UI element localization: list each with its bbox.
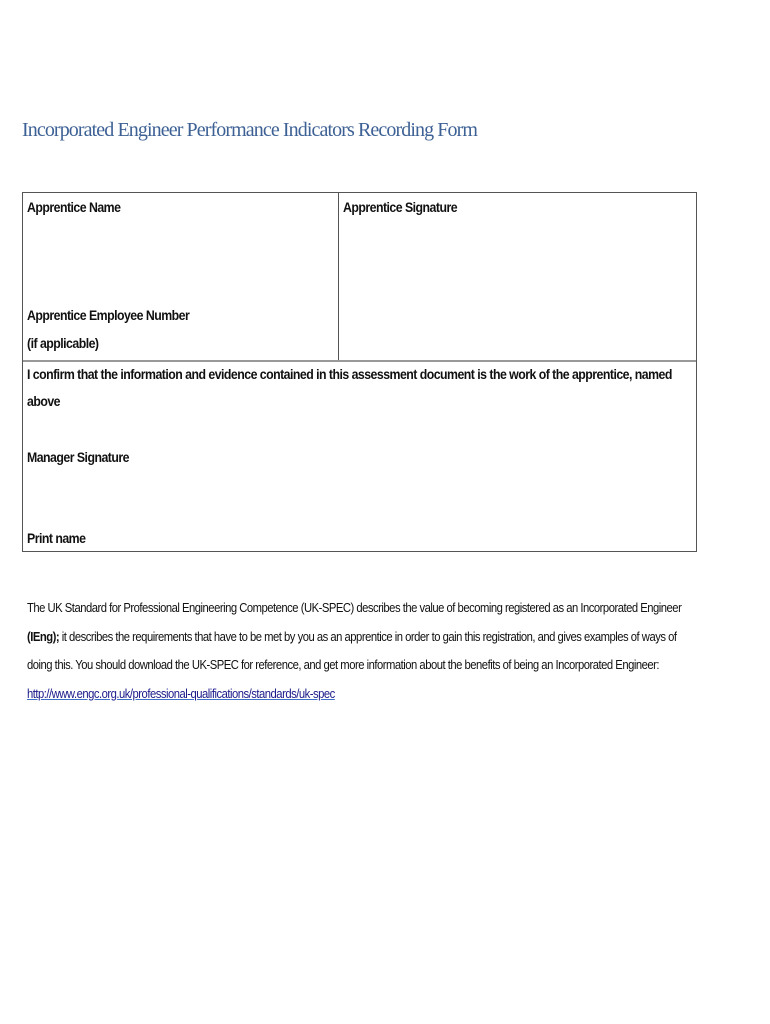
uk-spec-info [27, 594, 727, 708]
column-divider [338, 193, 339, 360]
info-line-1: The UK Standard for Professional Engineering Competence (UK-SPEC) describes the value of becoming registered as an Incorporated Engineer [27, 601, 682, 615]
apprentice-row [23, 193, 696, 362]
confirmation-statement-cont: above [27, 393, 60, 409]
info-line-3: doing this. You should download the UK-SPEC for reference, and get more information about the benefits of being an Incorporated Engineer: [27, 658, 660, 672]
confirmation-statement: I confirm that the information and evidence contained in this assessment document is the work of the apprentice, named [27, 366, 672, 382]
info-line-2-text: it describes the requirements that have to be met by you as an apprentice in order to gain this registration, and gives examples of ways of [59, 629, 677, 644]
employee-number-label: Apprentice Employee Number [27, 307, 190, 323]
print-name-label: Print name [27, 530, 86, 546]
uk-spec-link[interactable]: http://www.engc.org.uk/professional-qualifications/standards/uk-spec [27, 686, 335, 701]
apprentice-signature-label: Apprentice Signature [343, 199, 458, 215]
page-title: Incorporated Engineer Performance Indicators Recording Form [22, 119, 478, 141]
recording-form-table [22, 192, 697, 552]
info-line-2 [27, 623, 677, 652]
ieng-bold: (IEng); [27, 629, 60, 644]
apprentice-name-label: Apprentice Name [27, 199, 121, 215]
manager-signature-label: Manager Signature [27, 449, 129, 465]
if-applicable-note: (if applicable) [27, 335, 99, 351]
